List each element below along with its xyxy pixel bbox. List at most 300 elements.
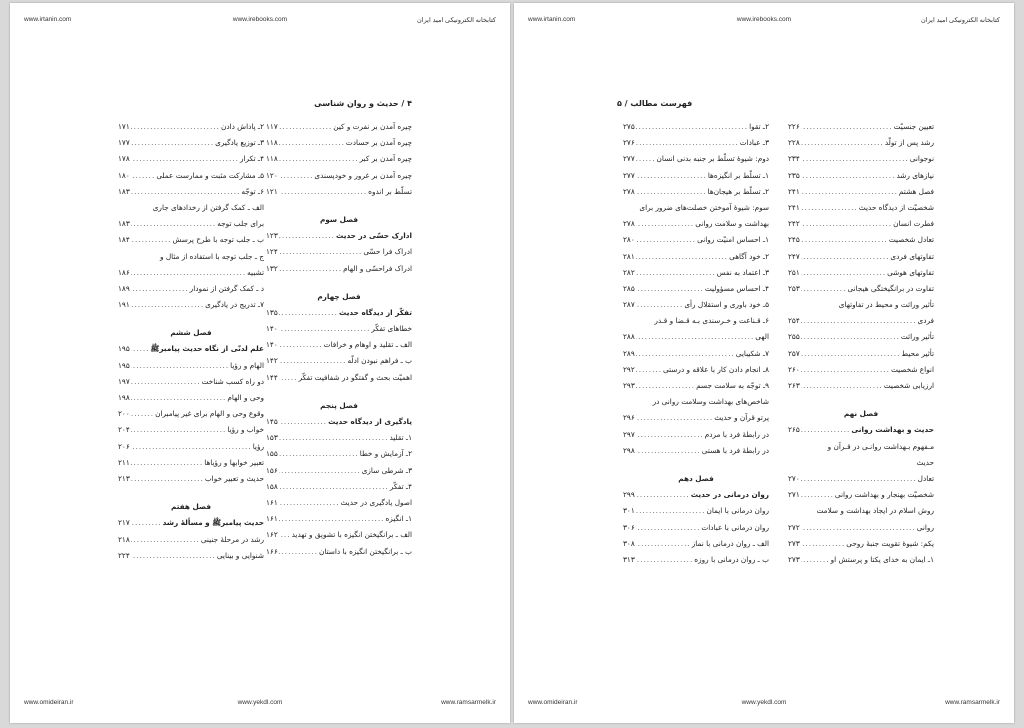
toc-entry [623, 151, 769, 167]
toc-page-number: ۲۹۲ [623, 364, 635, 374]
toc-page-number: ۲۸۹ [623, 348, 635, 358]
toc-entry [266, 430, 412, 446]
toc-page-number: ۲۷۶ [623, 138, 635, 148]
left-page [10, 3, 510, 723]
toc-entry [266, 370, 412, 386]
toc-chapter-title [118, 341, 264, 357]
toc-dot-leader [636, 443, 701, 459]
toc-page-number: ۲۱۷ [118, 518, 130, 528]
toc-page-number: ۲۰۶ [118, 441, 130, 451]
toc-entry [118, 358, 264, 374]
toc-dot-leader [131, 515, 162, 531]
toc-entry [118, 471, 264, 487]
toc-entry-title: تعیین جنسیّت [893, 122, 934, 131]
toc-entry [788, 552, 934, 568]
toc-entry-title: تفاوت در برانگیختگی هیجانی [847, 283, 934, 293]
toc-entry-line: سوم: شیوهٔ آموختن خصلت‌های ضرور برای [639, 202, 769, 212]
toc-entry-title: چیره آمدن بر کبر [359, 154, 412, 164]
toc-dot-leader [636, 520, 701, 536]
toc-entry-title: یادگیری از دیدگاه حدیث [328, 417, 412, 426]
toc-page-number: ۲۷۳ [788, 554, 800, 564]
toc-chapter-title [118, 515, 264, 531]
toc-column-right [788, 119, 934, 568]
toc-dot-leader [279, 168, 314, 184]
toc-chapter-label: فصل هفتم [170, 502, 212, 512]
toc-dot-leader [801, 362, 890, 378]
toc-entry-title: تسلّط بر اندوه [368, 186, 412, 196]
toc-entry [118, 374, 264, 390]
toc-page-number: ۲۷۸ [623, 219, 635, 229]
toc-entry-line: مـفهوم بـهداشت روانـی در قـرآن و [827, 441, 934, 451]
toc-page-number: ۱۴۰ [266, 340, 278, 350]
toc-page-number: ۱۸۰ [118, 170, 130, 180]
page-header [528, 16, 1000, 26]
toc-page-number: ۲۵۵ [788, 332, 800, 342]
toc-page-number: ۱۶۱ [266, 514, 278, 524]
toc-entry-line: حدیث [916, 457, 934, 467]
toc-page-number: ۲۶۳ [788, 381, 800, 390]
toc-spacer [266, 200, 412, 212]
toc-dot-leader [279, 370, 298, 386]
toc-page-number: ۱۴۰ [266, 324, 278, 334]
toc-page-number: ۲۹۷ [623, 429, 635, 439]
toc-entry [266, 184, 412, 200]
toc-page-number: ۲۴۷ [788, 251, 800, 261]
toc-entry-title: تعادل شخصیت [888, 235, 934, 245]
footer-url-center: www.yekdl.com [237, 699, 283, 706]
toc-page-number: ۱۹۵ [118, 344, 130, 354]
toc-entry [788, 232, 934, 248]
toc-entry [118, 532, 264, 548]
toc-entry-title: وقوع وحی و الهام برای غیر پیامبران [155, 409, 264, 419]
toc-dot-leader [801, 200, 858, 216]
toc-entry-title: فطرت انسان [893, 219, 934, 229]
toc-entry-title: ۳ـ شرطی سازی [361, 465, 412, 475]
toc-dot-leader [131, 297, 204, 313]
toc-page-number: ۲۴۱ [788, 186, 800, 196]
toc-page-number: ۲۸۵ [623, 283, 635, 293]
toc-dot-leader [279, 305, 338, 321]
toc-entry-title: روان درمانی در حدیث [690, 490, 769, 500]
toc-entry-title: رؤیا [252, 441, 264, 451]
toc-entry-title: ادارک حسّی در حدیث [336, 231, 412, 241]
toc-entry [623, 362, 769, 378]
toc-dot-leader [131, 135, 214, 151]
toc-entry-title: تفاوتهای هوشی [887, 267, 934, 277]
toc-page-number: ۲۷۰ [788, 473, 800, 483]
toc-dot-leader [279, 244, 363, 260]
toc-page-number: ۲۷۲ [788, 522, 800, 532]
toc-dot-leader [801, 232, 888, 248]
toc-entry-title: ۱ـ تسلّط بر انگیزه‌ها [707, 170, 769, 180]
toc-dot-leader [801, 168, 896, 184]
toc-spacer [118, 313, 264, 325]
toc-entry [266, 244, 412, 260]
toc-entry [623, 552, 769, 568]
toc-page-number: ۱۱۷ [266, 122, 278, 131]
toc-entry [266, 544, 412, 560]
toc-entry-title: برای جلب توجه [217, 219, 264, 229]
toc-entry-title: ۵ـ خود باوری و استقلال رأی [684, 300, 769, 310]
toc-entry-title: خطاهای تفکّر [371, 324, 412, 334]
toc-dot-leader [636, 249, 728, 265]
toc-entry [788, 184, 934, 200]
toc-chapter-title [266, 305, 412, 321]
toc-page-number: ۱۲۴ [266, 247, 278, 257]
toc-dot-leader [636, 119, 748, 135]
toc-page-number: ۲۸۸ [623, 332, 635, 342]
toc-page-number: ۱۷۱ [118, 122, 130, 131]
toc-dot-leader [636, 281, 704, 297]
toc-entry-title: در رابطهٔ فرد با مردم [704, 429, 769, 439]
toc-dot-leader [131, 168, 156, 184]
toc-page-number: ۱۸۶ [118, 267, 130, 277]
toc-page-number: ۲۸۰ [623, 235, 635, 245]
toc-dot-leader [801, 520, 916, 536]
toc-page-number: ۲۰۰ [118, 409, 130, 419]
toc-entry-title: روان درمانی با عبادات [701, 522, 769, 532]
page-header [24, 16, 496, 26]
toc-page-number: ۱۶۱ [266, 497, 278, 507]
toc-entry [266, 151, 412, 167]
toc-dot-leader [801, 281, 847, 297]
toc-entry-title: روان درمانی با ایمان [706, 506, 769, 516]
toc-dot-leader [279, 261, 342, 277]
toc-entry [266, 168, 412, 184]
toc-entry [788, 151, 934, 167]
toc-dot-leader [131, 232, 172, 248]
footer-url-left: www.omideiran.ir [528, 699, 578, 706]
toc-page-number: ۱۱۸ [266, 138, 278, 148]
toc-dot-leader [279, 414, 327, 430]
toc-entry-title: ۱ـ احساس امنیّت روانی [697, 235, 769, 245]
header-url-center: www.irebooks.com [232, 16, 288, 23]
toc-dot-leader [801, 313, 917, 329]
toc-page-number: ۱۶۶ [266, 546, 278, 556]
toc-chapter-label: فصل دهم [678, 473, 714, 483]
toc-dot-leader [801, 135, 884, 151]
toc-entry-title: شخصیّت بهنجار و بهداشت روانی [834, 490, 934, 500]
toc-dot-leader [279, 446, 359, 462]
toc-entry [118, 455, 264, 471]
toc-entry [623, 281, 769, 297]
toc-entry [623, 135, 769, 151]
toc-entry [623, 346, 769, 362]
toc-dot-leader [801, 487, 834, 503]
toc-entry-title: حدیث و بهداشت روانی [851, 425, 934, 435]
toc-entry [788, 487, 934, 503]
toc-entry-title: نوجوانی [909, 154, 934, 164]
toc-entry-title: چیره آمدن بر حسادت [345, 138, 412, 148]
toc-entry [118, 281, 264, 297]
toc-dot-leader [131, 265, 246, 281]
toc-page-number: ۲۶۵ [788, 425, 800, 435]
toc-dot-leader [131, 151, 239, 167]
toc-entry [623, 184, 769, 200]
toc-entry-title: الف ـ روان درمانی با نماز [691, 538, 769, 548]
toc-dot-leader [801, 536, 846, 552]
toc-dot-leader [131, 548, 216, 564]
toc-chapter-label: فصل چهارم [317, 291, 361, 301]
toc-page-number: ۲۷۸ [623, 186, 635, 196]
toc-entry-line: ج ـ جلب توجه با استفاده از مثال و [159, 251, 264, 261]
toc-entry-title: تفاوتهای فردی [890, 251, 934, 261]
toc-entry-title: نیازهای رشد [896, 170, 934, 180]
toc-dot-leader [801, 378, 883, 394]
toc-page-number: ۲۵۳ [788, 283, 800, 293]
toc-dot-leader [801, 184, 898, 200]
toc-entry [623, 443, 769, 459]
toc-page-number: ۳۰۱ [623, 506, 635, 516]
toc-page-number: ۲۹۳ [623, 381, 635, 390]
toc-entry [266, 527, 412, 543]
toc-entry-title: اصول یادگیری در حدیث [340, 497, 412, 507]
toc-dot-leader [636, 378, 695, 394]
toc-dot-leader [636, 184, 707, 200]
toc-page-number: ۲۸۷ [623, 300, 635, 310]
toc-dot-leader [131, 390, 227, 406]
toc-dot-leader [279, 337, 323, 353]
toc-entry [788, 249, 934, 265]
toc-dot-leader [801, 422, 851, 438]
toc-page-number: ۱۸۹ [118, 283, 130, 293]
toc-dot-leader [279, 463, 361, 479]
toc-entry-title: ۲ـ پاداش دادن [220, 122, 264, 131]
toc-entry [788, 536, 934, 552]
toc-entry-title: رشد در مرحلهٔ جنینی [200, 534, 264, 544]
toc-page-number: ۱۴۵ [266, 417, 278, 426]
toc-dot-leader [131, 439, 252, 455]
toc-dot-leader [279, 527, 291, 543]
toc-entry-title: شنوایی و بینایی [216, 550, 264, 560]
toc-entry-title: ادراک فراحسّی و الهام [343, 263, 412, 273]
toc-entry-title: تأثیر وراثت [900, 332, 934, 342]
toc-dot-leader [636, 216, 694, 232]
toc-entry-title: ب ـ برانگیختن انگیزه با داستان [319, 546, 412, 556]
toc-entry [788, 200, 934, 216]
toc-page-number: ۱۹۱ [118, 300, 130, 310]
toc-entry [788, 471, 934, 487]
toc-entry-title: ادراک فرا حسّی [363, 247, 412, 257]
toc-dot-leader [279, 321, 371, 337]
toc-entry-line: شاخص‌های بهداشت وسلامت روانی در [652, 397, 769, 407]
toc-entry [788, 265, 934, 281]
toc-entry-title: ۲ـ تسلّط بر هیجان‌ها [707, 186, 769, 196]
toc-entry [118, 390, 264, 406]
toc-page-number: ۲۸۱ [623, 251, 635, 261]
toc-page-number: ۲۱۱ [118, 457, 130, 467]
toc-page-number: ۲۸۲ [623, 267, 635, 277]
toc-page-number: ۳۱۳ [623, 554, 635, 564]
toc-page-number: ۱۸۳ [118, 219, 130, 229]
page-footer [528, 699, 1000, 709]
toc-entry [118, 265, 264, 281]
toc-dot-leader [801, 119, 893, 135]
toc-page-number: ۲۷۷ [623, 170, 635, 180]
toc-page-number: ۲۹۸ [623, 445, 635, 455]
toc-chapter-label: فصل پنجم [320, 400, 358, 410]
toc-page-number: ۱۹۸ [118, 393, 130, 402]
toc-page-number: ۲۱۸ [118, 534, 130, 544]
toc-entry-title: ۳ـ اعتماد به نفس [716, 267, 769, 277]
toc-entry [118, 168, 264, 184]
toc-entry [623, 216, 769, 232]
toc-entry [118, 135, 264, 151]
toc-entry [266, 353, 412, 369]
toc-entry-title: ۱ـ ایمان به خدای یکتا و پرستش او [830, 554, 934, 564]
toc-dot-leader [636, 265, 716, 281]
toc-dot-leader [636, 536, 691, 552]
toc-page-number: ۲۴۱ [788, 202, 800, 212]
toc-chapter-label: فصل ششم [170, 328, 212, 338]
toc-entry [788, 216, 934, 232]
header-url-left: www.irtanin.com [528, 16, 576, 23]
toc-dot-leader [279, 184, 367, 200]
toc-dot-leader [279, 151, 359, 167]
toc-entry [788, 119, 934, 135]
header-library-name: کتابخانه الکترونیکی امید ایران [416, 17, 496, 24]
toc-entry-title: ۴ـ تفکّر [389, 481, 412, 491]
toc-entry [788, 313, 934, 329]
toc-dot-leader [131, 406, 154, 422]
toc-page-number: ۱۸۴ [118, 235, 130, 245]
toc-entry-title: یکم: شیوهٔ تقویت جنبهٔ روحی [846, 538, 934, 548]
toc-dot-leader [801, 552, 830, 568]
toc-entry-line: الف ـ کمک گرفتن از رخدادهای جاری [152, 202, 264, 212]
toc-entry-title: پرتو قرآن و حدیث [714, 413, 769, 423]
toc-dot-leader [636, 410, 713, 426]
toc-spacer [788, 394, 934, 406]
toc-column-left [118, 119, 264, 564]
toc-entry-title: شخصیّت از دیدگاه حدیث [858, 202, 934, 212]
toc-entry-title: حدیث پیامبرﷺ و مسألهٔ رشد [162, 518, 264, 528]
toc-entry [118, 119, 264, 135]
toc-entry [266, 337, 412, 353]
toc-dot-leader [131, 374, 201, 390]
footer-url-right: www.ramsarmelk.ir [945, 699, 1000, 706]
toc-entry [623, 378, 769, 394]
toc-entry-title: تفکّر از دیدگاه حدیث [338, 307, 412, 317]
toc-page-number: ۱۵۶ [266, 465, 278, 475]
toc-entry [623, 410, 769, 426]
toc-page-number: ۱۹۵ [118, 360, 130, 370]
toc-entry [266, 119, 412, 135]
toc-entry-title: ۳ـ عبادات [739, 138, 769, 148]
toc-entry-title: الهی [755, 332, 769, 342]
toc-dot-leader [131, 422, 227, 438]
toc-chapter-label: فصل نهم [843, 409, 879, 419]
toc-page-number: ۳۰۸ [623, 538, 635, 548]
toc-entry [788, 520, 934, 536]
toc-entry [118, 406, 264, 422]
toc-page-number: ۳۰۶ [623, 522, 635, 532]
toc-spacer [118, 487, 264, 499]
toc-page-number: ۲۶۰ [788, 364, 800, 374]
toc-entry [623, 427, 769, 443]
toc-page-number: ۱۲۰ [266, 170, 278, 180]
toc-entry [623, 536, 769, 552]
toc-entry-title: رشد پس از تولّد [884, 138, 934, 148]
toc-entry [118, 422, 264, 438]
toc-page-number: ۲۵۷ [788, 348, 800, 358]
toc-entry-title: تعادل [917, 473, 934, 483]
toc-dot-leader [636, 232, 696, 248]
toc-entry [266, 135, 412, 151]
toc-entry [623, 168, 769, 184]
toc-dot-leader [131, 358, 229, 374]
toc-entry-title: ب ـ فراهم نبودن ادلّه [347, 356, 412, 366]
toc-entry-title: در رابطهٔ فرد با هستی [701, 445, 769, 455]
toc-entry-title: الهام و رؤیا [230, 360, 264, 370]
toc-page-number: ۱۷۷ [118, 138, 130, 148]
toc-entry [118, 297, 264, 313]
toc-page-number: ۲۷۱ [788, 490, 800, 500]
toc-page-number: ۲۵۴ [788, 316, 800, 326]
toc-dot-leader [801, 216, 892, 232]
toc-dot-leader [801, 346, 901, 362]
toc-dot-leader [131, 119, 220, 135]
toc-page-number: ۱۵۵ [266, 449, 278, 459]
toc-entry [623, 119, 769, 135]
toc-page-number: ۱۳۲ [266, 263, 278, 273]
toc-page-number: ۱۸۳ [118, 186, 130, 196]
toc-entry [788, 281, 934, 297]
toc-entry [623, 265, 769, 281]
toc-dot-leader [801, 151, 909, 167]
toc-page-number: ۱۵۸ [266, 481, 278, 491]
toc-entry-title: علم لدنّی از نگاه حدیث پیامبرﷺ [150, 344, 264, 354]
toc-entry [118, 548, 264, 564]
toc-entry-title: ۱ـ تقلید [389, 433, 412, 443]
footer-url-right: www.ramsarmelk.ir [441, 699, 496, 706]
toc-entry-title: ۹ـ توجّه به سلامت جسم [696, 381, 769, 390]
header-library-name: کتابخانه الکترونیکی امید ایران [920, 17, 1000, 24]
toc-entry [788, 135, 934, 151]
toc-dot-leader [131, 471, 204, 487]
toc-chapter-title [266, 414, 412, 430]
toc-entry-title: ۱ـ انگیزه [385, 514, 412, 524]
toc-entry [623, 249, 769, 265]
toc-chapter-label: فصل سوم [319, 214, 359, 224]
toc-entry-title: تعبیر خوابها و رؤیاها [204, 457, 264, 467]
toc-entry-line: ۶ـ قـناعت و خـرسندی بـه قـضا و قـدر [654, 316, 769, 326]
toc-page-number: ۲۷۵ [623, 122, 635, 131]
toc-entry-title: روانی [916, 522, 934, 532]
footer-url-left: www.omideiran.ir [24, 699, 74, 706]
toc-entry-title: تشبیه [247, 267, 264, 277]
toc-chapter-title [266, 228, 412, 244]
toc-entry-line: روش اسلام در ایجاد بهداشت و سلامت [816, 506, 934, 516]
toc-dot-leader [801, 471, 917, 487]
toc-entry [266, 495, 412, 511]
toc-entry [118, 151, 264, 167]
toc-entry-title: ارزیابی شخصیت [883, 381, 934, 390]
toc-page-number: ۱۵۳ [266, 433, 278, 443]
toc-entry [623, 503, 769, 519]
toc-page-number: ۲۴۵ [788, 235, 800, 245]
toc-entry-title: تأثیر محیط [901, 348, 934, 358]
toc-page-number: ۲۱۳ [118, 473, 130, 483]
toc-page-number: ۲۲۶ [788, 122, 800, 131]
toc-dot-leader [636, 151, 656, 167]
toc-dot-leader [131, 532, 200, 548]
toc-entry-title: ۴ـ احساس مسؤولیت [704, 283, 769, 293]
toc-entry-title: ۷ـ تدریج در یادگیری [205, 300, 264, 310]
toc-page-number: ۲۴۲ [788, 219, 800, 229]
toc-entry-title: چیره آمدن بر نفرت و کین [333, 122, 412, 131]
toc-entry-title: انواع شخصیت [890, 364, 934, 374]
toc-entry-title: الف ـ تقلید و اوهام و خرافات [323, 340, 412, 350]
